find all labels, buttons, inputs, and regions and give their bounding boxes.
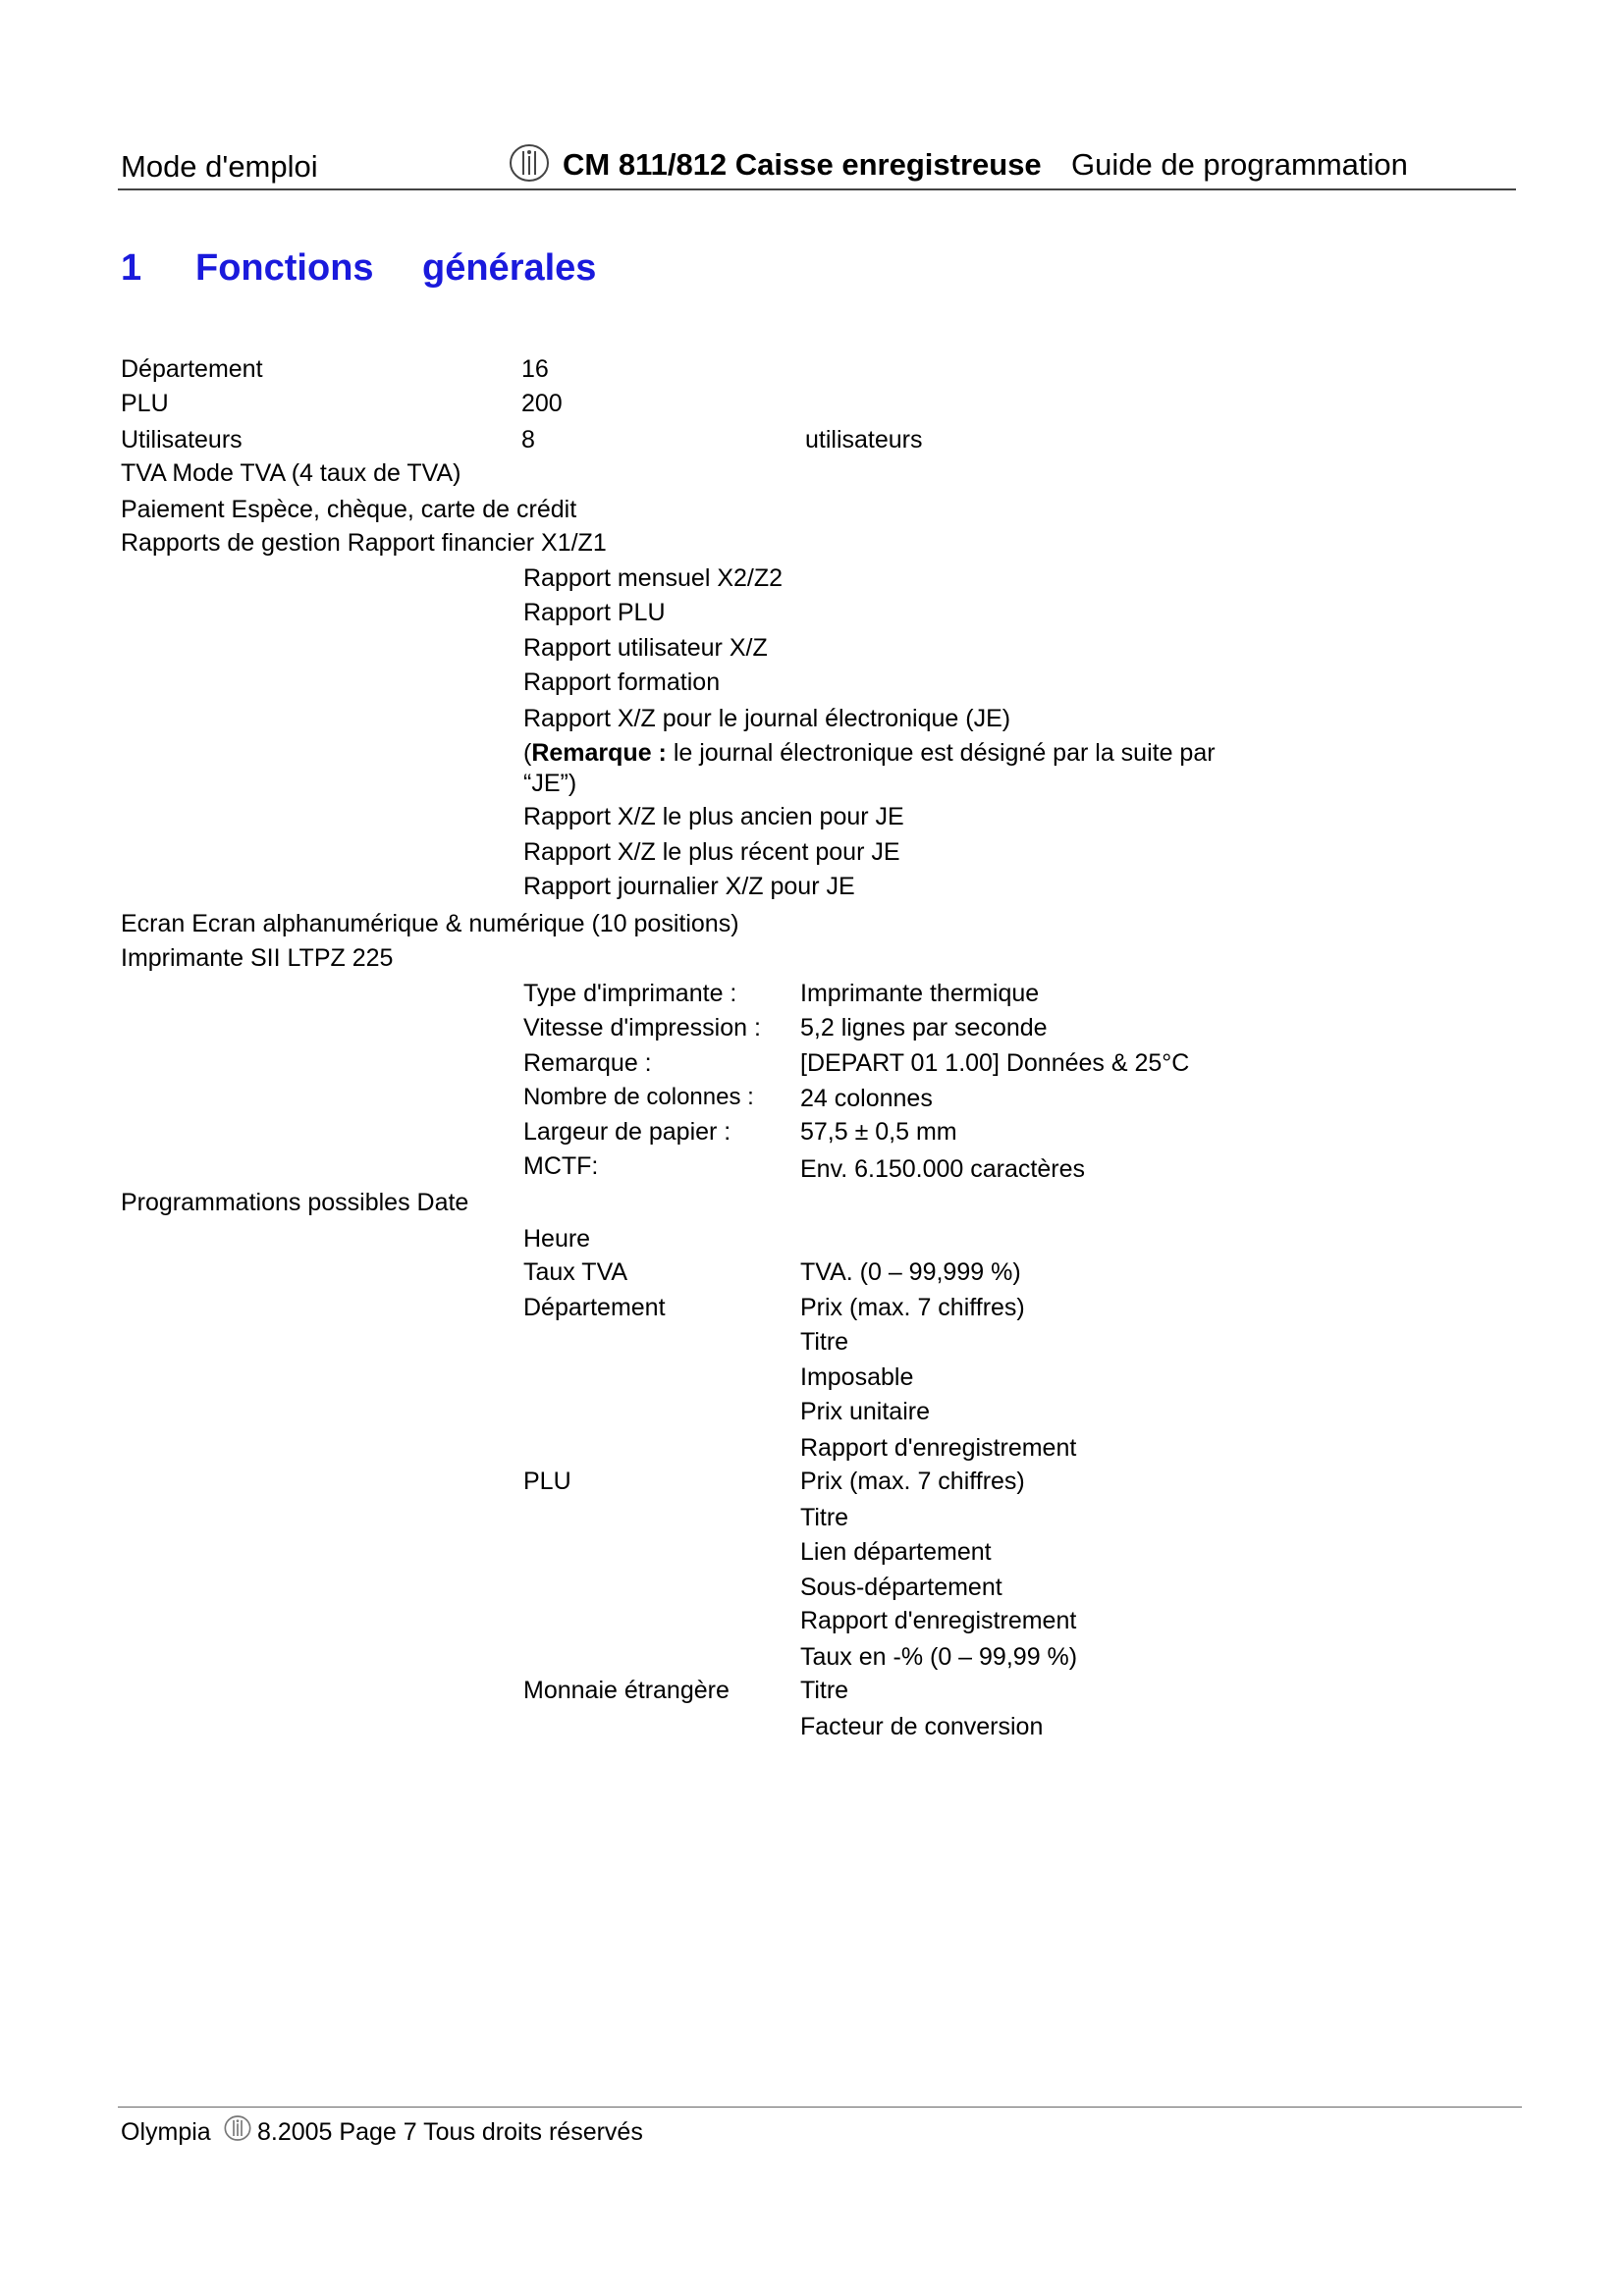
taux-tva-label: Taux TVA: [523, 1258, 628, 1286]
utilisateurs-value: 8: [521, 426, 535, 454]
plu-prog-value: Taux en -% (0 – 99,99 %): [800, 1643, 1078, 1671]
printer-spec-value: 5,2 lignes par seconde: [800, 1014, 1048, 1041]
heure-label: Heure: [523, 1225, 591, 1253]
remarque-note: [523, 739, 1216, 768]
departement-prog-value: Titre: [800, 1328, 849, 1356]
header-title: CM 811/812 Caisse enregistreuse: [563, 147, 1042, 182]
departement-prog-label: Département: [523, 1294, 666, 1321]
plu-prog-value: Sous-département: [800, 1574, 1002, 1601]
header-left: Mode d'emploi: [121, 149, 318, 184]
section-title-word2: générales: [422, 247, 597, 289]
rapport-item: Rapport formation: [523, 668, 721, 696]
printer-spec-label: Largeur de papier :: [523, 1118, 731, 1146]
tva-line: TVA Mode TVA (4 taux de TVA): [121, 459, 461, 487]
departement-prog-value: Imposable: [800, 1363, 914, 1391]
plu-value: 200: [521, 390, 563, 417]
olympia-logo-icon: [224, 2114, 251, 2147]
departement-prog-value: Prix (max. 7 chiffres): [800, 1294, 1025, 1321]
paiement-line: Paiement Espèce, chèque, carte de crédit: [121, 496, 577, 523]
monnaie-value: Facteur de conversion: [800, 1713, 1044, 1740]
plu-label: PLU: [121, 390, 169, 417]
printer-spec-label: Vitesse d'impression :: [523, 1014, 761, 1041]
remarque-paren: (: [523, 739, 532, 767]
rapports-label: Rapports de gestion Rapport financier X1/Z1: [121, 529, 607, 557]
monnaie-label: Monnaie étrangère: [523, 1677, 730, 1704]
monnaie-value: Titre: [800, 1677, 849, 1704]
section-number: 1: [121, 247, 142, 289]
remarque-bold: Remarque :: [531, 739, 667, 767]
plu-prog-value: Rapport d'enregistrement: [800, 1607, 1077, 1634]
rapport-item: Rapport journalier X/Z pour JE: [523, 873, 855, 900]
plu-prog-value: Titre: [800, 1504, 849, 1531]
footer-text: 8.2005 Page 7 Tous droits réservés: [257, 2118, 643, 2146]
departement-value: 16: [521, 355, 549, 383]
footer-brand: Olympia: [121, 2118, 211, 2146]
printer-spec-value: 57,5 ± 0,5 mm: [800, 1118, 957, 1146]
rapport-item: Rapport X/Z le plus récent pour JE: [523, 838, 900, 866]
rapport-item: Rapport X/Z le plus ancien pour JE: [523, 803, 904, 830]
remarque-text: le journal électronique est désigné par la suite par: [666, 739, 1216, 767]
printer-spec-value: Env. 6.150.000 caractères: [800, 1155, 1085, 1183]
departement-prog-value: Prix unitaire: [800, 1398, 930, 1425]
utilisateurs-unit: utilisateurs: [805, 426, 923, 454]
printer-spec-label: Type d'imprimante :: [523, 980, 737, 1007]
programmations-label: Programmations possibles Date: [121, 1189, 469, 1216]
remarque-line2: “JE”): [523, 770, 577, 797]
printer-spec-label: MCTF:: [523, 1152, 599, 1180]
header-subtitle: Guide de programmation: [1071, 147, 1408, 182]
rapport-item: Rapport X/Z pour le journal électronique (JE): [523, 705, 1011, 732]
departement-prog-value: Rapport d'enregistrement: [800, 1434, 1077, 1462]
rapport-item: Rapport PLU: [523, 599, 666, 626]
printer-spec-value: 24 colonnes: [800, 1085, 933, 1112]
olympia-logo-icon: [509, 143, 550, 187]
rapport-item: Rapport mensuel X2/Z2: [523, 564, 784, 592]
printer-spec-label: Remarque :: [523, 1049, 652, 1077]
taux-tva-value: TVA. (0 – 99,999 %): [800, 1258, 1021, 1286]
imprimante-line: Imprimante SII LTPZ 225: [121, 944, 394, 972]
rapport-item: Rapport utilisateur X/Z: [523, 634, 768, 662]
header-rule: [118, 188, 1516, 190]
printer-spec-value: [DEPART 01 1.00] Données & 25°C: [800, 1049, 1190, 1077]
plu-prog-label: PLU: [523, 1468, 571, 1495]
plu-prog-value: Prix (max. 7 chiffres): [800, 1468, 1025, 1495]
section-title-word1: Fonctions: [195, 247, 374, 289]
printer-spec-label: Nombre de colonnes :: [523, 1084, 754, 1110]
utilisateurs-label: Utilisateurs: [121, 426, 243, 454]
printer-spec-value: Imprimante thermique: [800, 980, 1040, 1007]
plu-prog-value: Lien département: [800, 1538, 992, 1566]
departement-label: Département: [121, 355, 263, 383]
ecran-line: Ecran Ecran alphanumérique & numérique (10 positions): [121, 910, 739, 937]
footer-rule: [118, 2107, 1522, 2108]
